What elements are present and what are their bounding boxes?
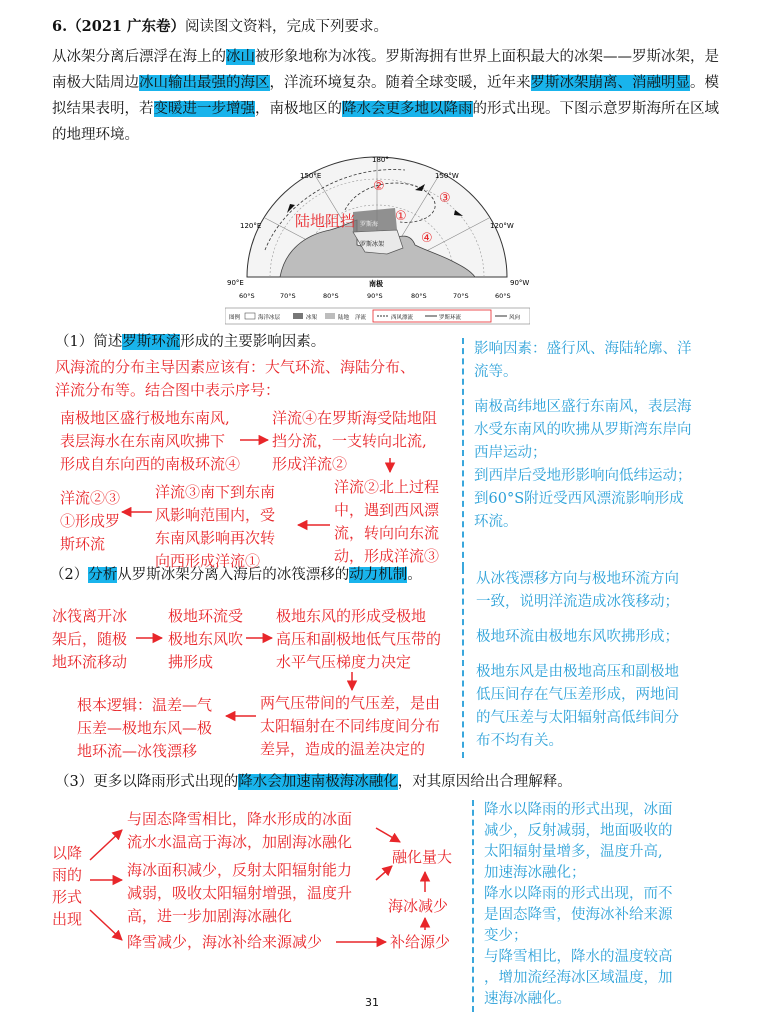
text: （1）简述 bbox=[55, 334, 123, 350]
highlight: 动力机制 bbox=[349, 567, 408, 583]
text: 高，进一步加剧海冰融化 bbox=[127, 907, 293, 925]
land-block-annotation: 陆地阻挡 bbox=[295, 212, 356, 230]
text: 被形象地称为冰筏。罗斯海拥有世界上面积最大的冰架——罗斯冰架，是 bbox=[255, 49, 719, 65]
text: 流水水温高于海冰，加剧海冰融化 bbox=[127, 833, 353, 851]
text: 极地环流受 bbox=[168, 607, 244, 625]
text: 西岸运动； bbox=[474, 445, 547, 461]
flow-arrow bbox=[90, 830, 122, 860]
text: 降水以降雨的形式出现，而不 bbox=[484, 886, 673, 902]
map-lon-90w: 90°W bbox=[510, 279, 530, 287]
text: 地环流—冰筏漂移 bbox=[77, 742, 198, 760]
lat-label: 90°S bbox=[367, 292, 383, 300]
map-lon-150e: 150°E bbox=[300, 172, 322, 180]
q3-bottom-branch: 降雪减少，海冰补给来源减少 bbox=[127, 933, 323, 951]
text: 地环流移动 bbox=[52, 653, 128, 671]
text: 形成洋流② bbox=[272, 455, 348, 473]
text: 极地东风的形成受极地 bbox=[276, 607, 427, 625]
highlight: 冰山 bbox=[226, 49, 255, 65]
text: 洋流③南下到东南 bbox=[155, 483, 276, 501]
text: 雨的 bbox=[52, 866, 83, 884]
flow-arrow bbox=[376, 866, 392, 880]
text: 风影响范围内，受 bbox=[155, 506, 276, 524]
text: 太阳辐射在不同纬度间分布 bbox=[260, 717, 441, 735]
text: 的气压差与太阳辐射高低纬间分 bbox=[476, 710, 679, 726]
text: 中，遇到西风漂 bbox=[334, 501, 440, 519]
south-pole-label: 南极 bbox=[369, 280, 383, 288]
map-lon-90e: 90°E bbox=[227, 279, 244, 287]
text: 到60°S附近受西风漂流影响形成 bbox=[474, 491, 684, 507]
legend-label: 图例 bbox=[229, 315, 241, 321]
flow-arrow bbox=[90, 910, 122, 940]
question-number: 6. bbox=[52, 18, 68, 35]
legend-ocean: 海洋冰层 bbox=[258, 315, 281, 321]
map-lon-120w: 120°W bbox=[490, 222, 514, 230]
text: ，对其原因给出合理解释。 bbox=[397, 774, 572, 790]
page-number: 31 bbox=[365, 996, 379, 1009]
highlight: 变暖进一步增强 bbox=[153, 101, 255, 117]
ross-sea-label: 罗斯海 bbox=[360, 221, 379, 228]
map-lon-180: 180° bbox=[372, 156, 389, 164]
text: 根本逻辑：温差—气 bbox=[77, 696, 213, 714]
text: 低压间存在气压差形成，两地间 bbox=[476, 687, 679, 703]
text: 形成的主要影响因素。 bbox=[180, 334, 326, 350]
text: ，洋流环境复杂。随着全球变暖，近年来 bbox=[269, 75, 531, 91]
text: 流，转向向东流 bbox=[334, 524, 440, 542]
q3-blue-answer bbox=[472, 800, 744, 1012]
text: 拟结果表明，若 bbox=[52, 101, 154, 117]
text: 洋流分布等。结合图中表示序号： bbox=[55, 381, 281, 399]
text: ，增加流经海冰区域温度，加 bbox=[484, 970, 673, 986]
text: 动，形成洋流③ bbox=[334, 547, 440, 565]
text: 从冰架分离后漂浮在海上的 bbox=[52, 49, 226, 65]
text: 南极高纬地区盛行东南风，表层海 bbox=[474, 399, 692, 415]
text: 水受东南风的吹拂从罗斯湾东岸向 bbox=[474, 422, 692, 438]
text: 表层海水在东南风吹拂下 bbox=[60, 432, 226, 450]
text: 斯环流 bbox=[60, 535, 106, 553]
text: 减少，反射减弱，地面吸收的 bbox=[484, 823, 673, 839]
text: 变少； bbox=[484, 928, 528, 944]
text: 的形式出现。下图示意罗斯海所在区域 bbox=[472, 101, 719, 117]
text: （3）更多以降雨形式出现的 bbox=[55, 774, 239, 790]
lat-label: 60°S bbox=[239, 292, 255, 300]
map-lon-150w: 150°W bbox=[435, 172, 459, 180]
legend-wind: 风向 bbox=[509, 315, 521, 321]
text: 挡分流，一支转向北流, bbox=[272, 432, 427, 450]
text: 洋流④在罗斯海受陆地阻 bbox=[272, 409, 438, 427]
current-label-2: ② bbox=[373, 179, 385, 194]
text: 形式 bbox=[52, 888, 83, 906]
text: 布不均有关。 bbox=[476, 733, 563, 749]
highlight: 降水会更多地以降雨 bbox=[342, 101, 473, 117]
highlight: 冰山输出最强的海区 bbox=[139, 75, 270, 91]
text: 水平气压梯度力决定 bbox=[276, 653, 412, 671]
text: 出现 bbox=[52, 910, 83, 928]
text: 流等。 bbox=[474, 364, 518, 380]
text: 影响因素：盛行风、海陆轮廓、洋 bbox=[474, 341, 692, 357]
legend-currents: 洋流 bbox=[355, 315, 367, 321]
text: 南极大陆周边 bbox=[52, 75, 139, 91]
text: （2） bbox=[50, 567, 89, 583]
text: 与固态降雪相比，降水形成的冰面 bbox=[127, 810, 353, 828]
lat-label: 80°S bbox=[323, 292, 339, 300]
text: 。 bbox=[407, 567, 422, 583]
ross-shelf-label: 罗斯冰架 bbox=[360, 241, 385, 248]
lat-label: 70°S bbox=[280, 292, 296, 300]
legend-land: 陆地 bbox=[338, 315, 350, 321]
text: 到西岸后受地形影响向低纬运动； bbox=[474, 468, 692, 484]
text: 从冰筏漂移方向与极地环流方向 bbox=[476, 571, 679, 587]
text: 与降雪相比，降水的温度较高 bbox=[484, 949, 673, 965]
text: 从罗斯冰架分离入海后的冰筏漂移的 bbox=[117, 567, 350, 583]
question-instruction: 阅读图文资料，完成下列要求。 bbox=[185, 19, 389, 35]
current-label-3: ③ bbox=[439, 191, 451, 206]
text: 压差—极地东风—极 bbox=[77, 719, 213, 737]
text: 风海流的分布主导因素应该有：大气环流、海陆分布、 bbox=[55, 358, 416, 376]
text: 海冰面积减少，反射太阳辐射能力 bbox=[127, 861, 353, 879]
q3-result-less-supply: 补给源少 bbox=[390, 933, 451, 951]
lat-label: 60°S bbox=[495, 292, 511, 300]
text: 环流。 bbox=[474, 514, 518, 530]
intro-line-4: 的地理环境。 bbox=[52, 127, 139, 143]
text: 。模 bbox=[690, 75, 719, 91]
text: ，南极地区的 bbox=[255, 101, 342, 117]
text: 速海冰融化。 bbox=[484, 991, 571, 1007]
text: 拂形成 bbox=[168, 653, 214, 671]
text: 太阳辐射量增多，温度升高, bbox=[484, 844, 663, 860]
highlight: 降水会加速南极海冰融化 bbox=[238, 774, 398, 790]
text: 东南风影响再次转 bbox=[155, 529, 276, 547]
highlight: 罗斯冰架崩离、消融明显 bbox=[530, 75, 690, 91]
legend-drift: 西风漂流 bbox=[391, 315, 414, 321]
q3-result-less-ice: 海冰减少 bbox=[388, 897, 449, 915]
text: 以降 bbox=[52, 844, 83, 862]
lat-label: 80°S bbox=[411, 292, 427, 300]
lat-label: 70°S bbox=[453, 292, 469, 300]
text: 加速海冰融化； bbox=[484, 865, 586, 881]
flow-arrow bbox=[376, 828, 400, 842]
text: 减弱，吸收太阳辐射增强，温度升 bbox=[127, 884, 353, 902]
legend-ice: 冰架 bbox=[306, 315, 318, 321]
text: 极地东风是由极地高压和副极地 bbox=[476, 664, 679, 680]
question-source: （2021 广东卷） bbox=[67, 18, 186, 35]
highlight: 分析 bbox=[88, 567, 118, 583]
text: 洋流②③ bbox=[60, 489, 121, 507]
map-lon-120e: 120°E bbox=[240, 222, 262, 230]
text: 降水以降雨的形式出现，冰面 bbox=[484, 802, 673, 818]
text: 向西形成洋流① bbox=[155, 552, 261, 570]
text: 架后，随极 bbox=[52, 630, 128, 648]
legend-ross: 罗斯环流 bbox=[439, 315, 462, 321]
text: 形成自东向西的南极环流④ bbox=[60, 455, 241, 473]
text: 高压和副极地低气压带的 bbox=[276, 630, 442, 648]
current-label-4: ④ bbox=[421, 231, 433, 246]
text: 洋流②北上过程 bbox=[334, 478, 440, 496]
text: 南极地区盛行极地东南风, bbox=[60, 409, 230, 427]
text: 极地东风吹 bbox=[168, 630, 244, 648]
text: 一致，说明洋流造成冰筏移动； bbox=[476, 594, 679, 610]
text: 差异，造成的温差决定的 bbox=[260, 740, 426, 758]
text: 冰筏离开冰 bbox=[52, 607, 128, 625]
current-label-1: ① bbox=[395, 209, 407, 224]
text: 是固态降雪，使海冰补给来源 bbox=[484, 907, 673, 923]
highlight: 罗斯环流 bbox=[122, 334, 181, 350]
text: 两气压带间的气压差，是由 bbox=[260, 694, 441, 712]
text: ①形成罗 bbox=[60, 512, 121, 530]
text: 极地环流由极地东风吹拂形成； bbox=[476, 629, 679, 645]
q3-result-melt: 融化量大 bbox=[392, 848, 453, 866]
